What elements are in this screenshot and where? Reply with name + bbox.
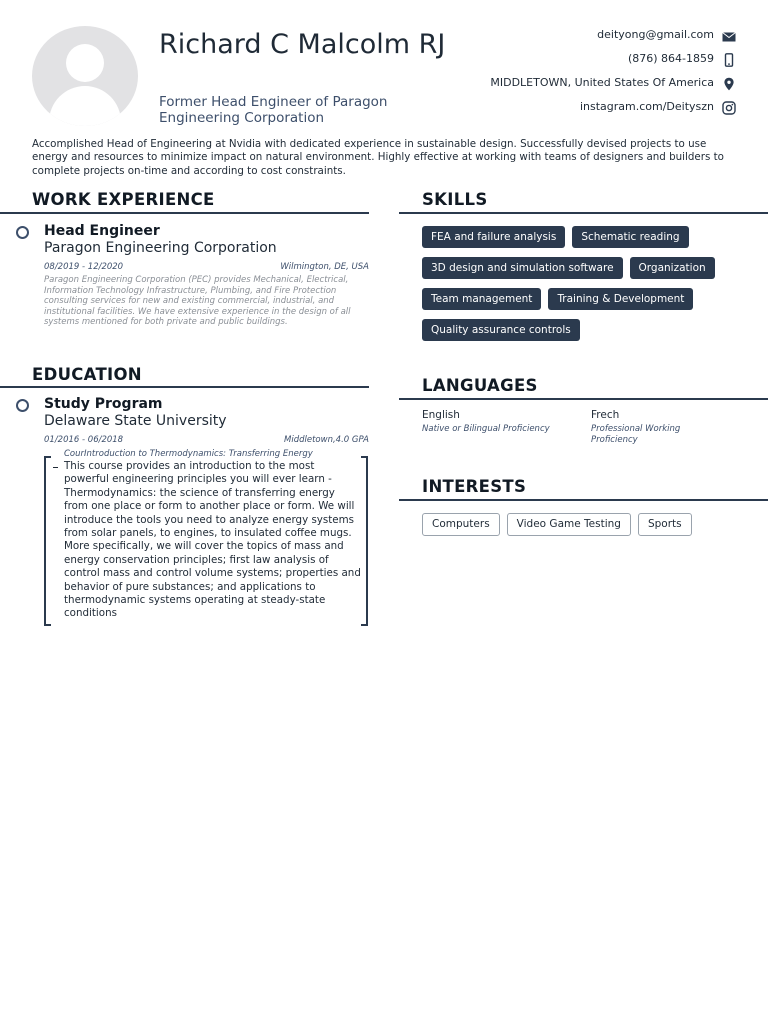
skill-chip: Team management (422, 288, 541, 310)
contact-phone[interactable]: (876) 864-1859 (627, 52, 714, 65)
skill-chip: Organization (630, 257, 715, 279)
interest-chip: Video Game Testing (507, 513, 631, 536)
avatar (32, 26, 138, 126)
timeline-dot (16, 399, 29, 412)
timeline-dot (16, 226, 29, 239)
interest-chip: Sports (638, 513, 692, 536)
mobile-phone-icon (722, 52, 738, 68)
bracket-left-top (44, 456, 51, 458)
envelope-icon (722, 28, 738, 44)
interest-chip: Computers (422, 513, 500, 536)
bracket-left (44, 456, 46, 626)
language-level: Native or Bilingual Proficiency (422, 424, 550, 434)
job-dates: 08/2019 - 12/2020 (44, 262, 124, 272)
profile-summary: Accomplished Head of Engineering at Nvidia with dedicated experience in sustainable design. Successfully devised projects to use energy and resources to minimize impact on natural environment. Highly effective at working with teams of designers and builders to complete projects on-time and according to cost constraints. (32, 138, 724, 177)
education-location: Middletown,4.0 GPA (284, 435, 369, 445)
language-level: Professional Working Proficiency (591, 424, 681, 445)
bracket-left-bottom (44, 624, 51, 626)
instagram-icon (722, 100, 738, 116)
candidate-title: Former Head Engineer of Paragon Engineering Corporation (159, 94, 388, 126)
avatar-body-shape (49, 86, 121, 126)
contact-instagram[interactable]: instagram.com/Deityszn (579, 100, 714, 113)
languages-divider (399, 398, 768, 400)
interests-heading: INTERESTS (422, 477, 527, 496)
language-name: Frech (591, 409, 620, 421)
education-dates: 01/2016 - 06/2018 (44, 435, 124, 445)
skill-chip: Training & Development (548, 288, 693, 310)
work-divider (0, 212, 369, 214)
skills-heading: SKILLS (422, 190, 488, 209)
contact-location: MIDDLETOWN, United States Of America (490, 76, 714, 89)
skills-divider (399, 212, 768, 214)
work-experience-heading: WORK EXPERIENCE (32, 190, 215, 209)
education-title: Study Program (44, 396, 163, 412)
interests-divider (399, 499, 768, 501)
candidate-name: Richard C Malcolm RJ (159, 29, 446, 60)
interests-list (422, 513, 692, 536)
education-heading: EDUCATION (32, 365, 142, 384)
language-name: English (422, 409, 460, 421)
job-title: Head Engineer (44, 223, 160, 239)
education-school: Delaware State University (44, 413, 227, 429)
skill-chip: Schematic reading (572, 226, 688, 248)
job-company: Paragon Engineering Corporation (44, 240, 277, 256)
bullet-dash (53, 467, 58, 468)
skill-chip: Quality assurance controls (422, 319, 580, 341)
skill-chip: 3D design and simulation software (422, 257, 623, 279)
avatar-head-shape (66, 44, 104, 82)
job-location: Wilmington, DE, USA (280, 262, 369, 272)
bracket-right-bottom (361, 624, 368, 626)
course-description: This course provides an introduction to the most powerful engineering principles you will ever learn - Thermodynamics: the science of transferring energy from one place or form to another place or form. We will introduce the tools you need to analyze energy systems from solar panels, to engines, to insulated coffee mugs. More specifically, we will cover the topics of mass and energy conservation principles; first law analysis of control mass and control volume systems; properties and behavior of pure substances; and applications to thermodynamic systems operating at steady-state conditions (64, 460, 361, 620)
skill-chip: FEA and failure analysis (422, 226, 565, 248)
education-divider (0, 386, 369, 388)
contact-email[interactable]: deityong@gmail.com (597, 28, 714, 41)
languages-heading: LANGUAGES (422, 376, 538, 395)
location-pin-icon (722, 76, 738, 92)
bracket-right-top (361, 456, 368, 458)
job-description: Paragon Engineering Corporation (PEC) provides Mechanical, Electrical, Information Technology Infrastructure, Plumbing, and Fire Protection consulting services for new and existing commercial, industrial, and institutional facilities. We have extensive experience in the design of all systems mentioned for both private and public buildings. (44, 275, 351, 327)
skills-list (422, 226, 722, 341)
bracket-right (366, 456, 368, 626)
course-label: CourIntroduction to Thermodynamics: Transferring Energy (64, 449, 313, 459)
